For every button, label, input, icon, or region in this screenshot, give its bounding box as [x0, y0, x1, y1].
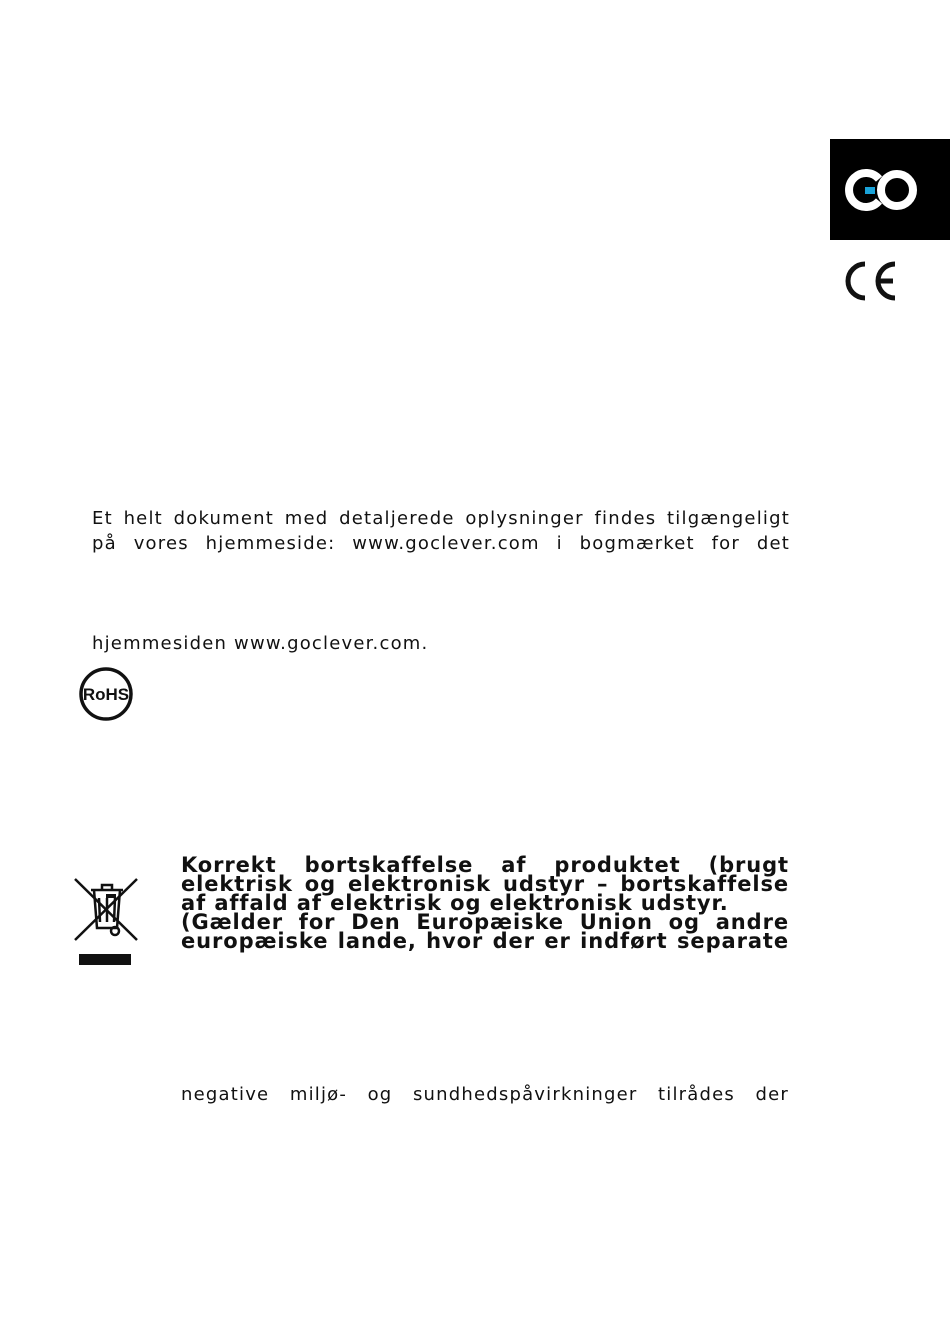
- disposal-body-line: negative miljø- og sundhedspåvirkninger tilrådes der: [181, 1084, 789, 1105]
- website-paragraph: hjemmesiden www.goclever.com.: [92, 633, 429, 654]
- goclever-logo-icon: [830, 139, 950, 240]
- disposal-heading-line-2: elektrisk og elektronisk udstyr – bortskaffelse: [181, 872, 789, 896]
- info-paragraph-line-2: på vores hjemmeside: www.goclever.com i bogmærket for det: [92, 533, 790, 554]
- info-paragraph-line-1: Et helt dokument med detaljerede oplysninger findes tilgængeligt: [92, 508, 790, 529]
- ce-mark-icon: [843, 260, 899, 302]
- disposal-heading-line-4: (Gælder for Den Europæiske Union og andre: [181, 910, 789, 934]
- disposal-heading-line-1: Korrekt bortskaffelse af produktet (brugt: [181, 853, 789, 877]
- rohs-badge: [78, 666, 134, 726]
- disposal-heading-line-3: af affald af elektrisk og elektronisk udstyr.: [181, 891, 729, 915]
- crossed-bin-icon: [73, 876, 139, 968]
- rohs-label: RoHS: [82, 685, 130, 704]
- weee-badge: [73, 876, 139, 972]
- disposal-heading-line-5: europæiske lande, hvor der er indført separate: [181, 929, 789, 953]
- ce-mark: [843, 260, 899, 306]
- goclever-logo: [830, 139, 950, 240]
- rohs-icon: [78, 666, 134, 722]
